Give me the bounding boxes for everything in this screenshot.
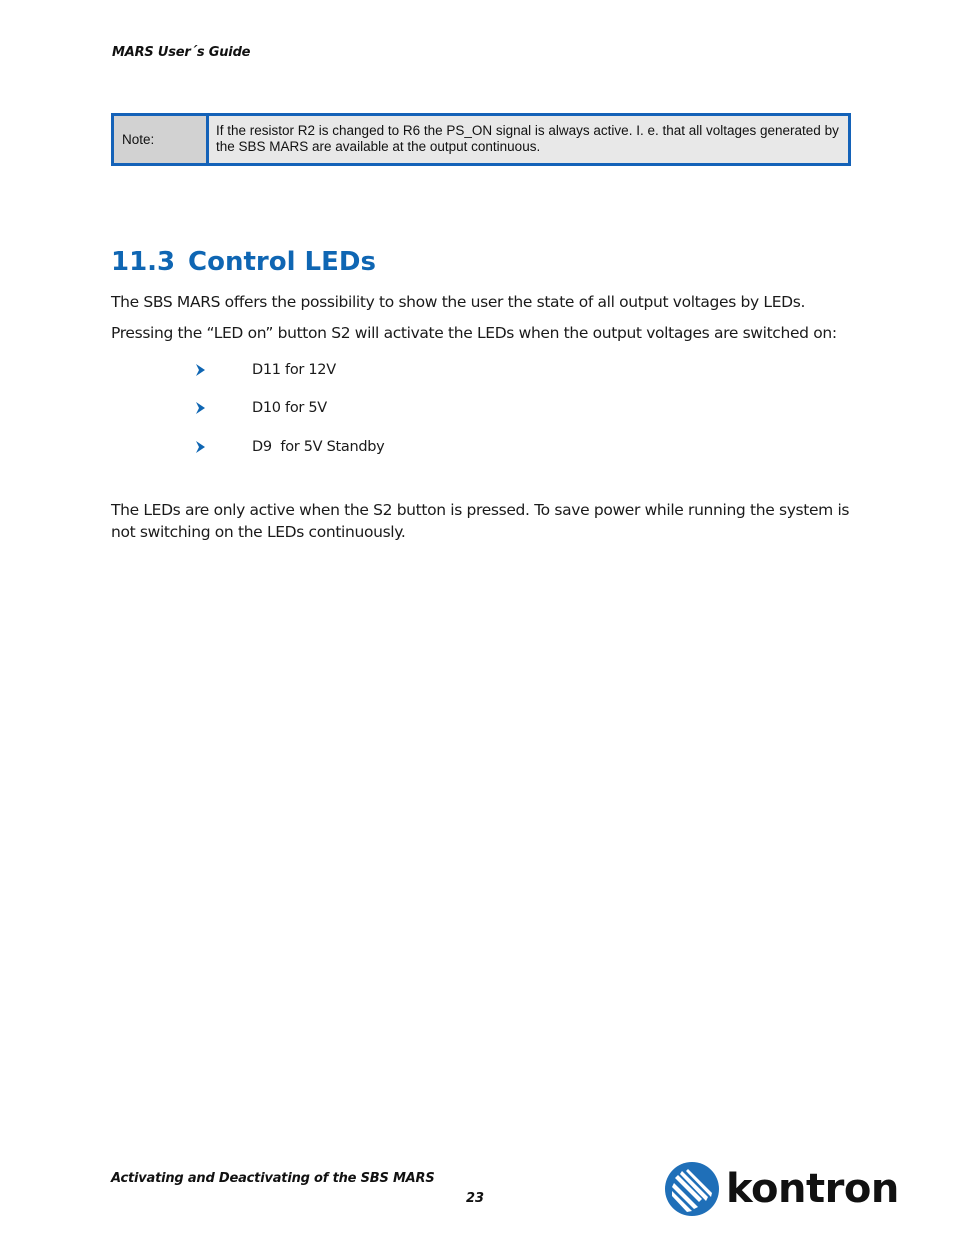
kontron-logo <box>664 1161 899 1217</box>
bullet-item <box>195 439 384 455</box>
bullet-item <box>195 400 327 416</box>
led-activation-paragraph: Pressing the “LED on” button S2 will activate the LEDs when the output voltages are switched on: <box>111 324 837 342</box>
chevron-right-icon <box>195 363 207 377</box>
intro-paragraph: The SBS MARS offers the possibility to show the user the state of all output voltages by LEDs. <box>111 293 806 311</box>
section-number: 11.3 <box>111 247 176 277</box>
chevron-right-icon <box>195 401 207 415</box>
chevron-right-icon <box>195 440 207 454</box>
leds-power-paragraph: The LEDs are only active when the S2 button is pressed. To save power while running the system is not switching on the LEDs continuously. <box>111 501 850 541</box>
bullet-text: D11 for 12V <box>252 362 336 378</box>
bullet-item <box>195 362 336 378</box>
note-text: If the resistor R2 is changed to R6 the PS_ON signal is always active. I. e. that all voltages generated by the SBS MARS are available at the output continuous. <box>209 116 848 163</box>
page-header-title: MARS User´s Guide <box>112 45 251 60</box>
bullet-text: D10 for 5V <box>252 400 327 416</box>
kontron-logo-text: kontron <box>726 1166 899 1212</box>
note-label: Note: <box>114 116 209 163</box>
section-title: Control LEDs <box>188 247 376 277</box>
footer-chapter-title: Activating and Deactivating of the SBS MARS <box>111 1171 435 1186</box>
section-heading <box>111 247 376 277</box>
kontron-logo-mark <box>664 1161 720 1217</box>
note-box <box>111 113 851 166</box>
bullet-text: D9 for 5V Standby <box>252 439 385 455</box>
page-number: 23 <box>466 1191 485 1206</box>
